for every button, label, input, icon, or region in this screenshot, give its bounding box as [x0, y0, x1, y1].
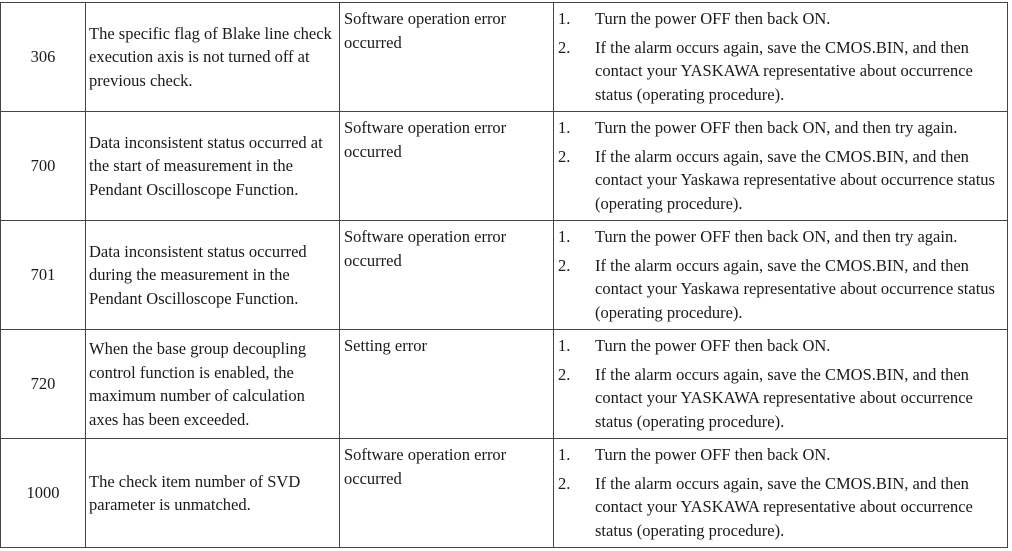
step-text: If the alarm occurs again, save the CMOS.BIN, and then contact your YASKAWA representative about occurrence status (operating procedure).	[595, 364, 973, 431]
step-text: Turn the power OFF then back ON.	[595, 445, 831, 464]
alarm-code: 701	[1, 221, 86, 330]
alarm-code: 1000	[1, 439, 86, 548]
step-number: 2.	[558, 473, 571, 493]
step-text: Turn the power OFF then back ON.	[595, 336, 831, 355]
alarm-cause: Software operation error occurred	[340, 439, 554, 548]
remedy-step	[558, 334, 1003, 358]
alarm-detail: The specific flag of Blake line check execution axis is not turned off at previous check.	[86, 3, 340, 112]
remedy-step	[558, 36, 1003, 107]
step-text: If the alarm occurs again, save the CMOS.BIN, and then contact your Yaskawa representative about occurrence status (operating procedure).	[595, 255, 995, 322]
step-text: Turn the power OFF then back ON, and then try again.	[595, 227, 958, 246]
step-number: 1.	[558, 336, 571, 355]
remedy-steps	[558, 7, 1003, 106]
alarm-detail: Data inconsistent status occurred at the start of measurement in the Pendant Oscilloscope Function.	[86, 112, 340, 221]
alarm-remedy	[554, 330, 1008, 439]
table-row	[1, 3, 1008, 112]
remedy-step	[558, 363, 1003, 434]
alarm-remedy	[554, 221, 1008, 330]
step-number: 2.	[558, 255, 571, 275]
remedy-step	[558, 145, 1003, 216]
remedy-step	[558, 254, 1003, 325]
alarm-remedy	[554, 439, 1008, 548]
alarm-remedy	[554, 112, 1008, 221]
alarm-remedy	[554, 3, 1008, 112]
remedy-step	[558, 443, 1003, 467]
step-number: 2.	[558, 37, 571, 57]
table-row	[1, 439, 1008, 548]
alarm-cause: Setting error	[340, 330, 554, 439]
table-row	[1, 112, 1008, 221]
step-number: 2.	[558, 146, 571, 166]
step-text: Turn the power OFF then back ON.	[595, 9, 831, 28]
alarm-cause: Software operation error occurred	[340, 3, 554, 112]
remedy-steps	[558, 334, 1003, 433]
alarm-detail: Data inconsistent status occurred during the measurement in the Pendant Oscilloscope Function.	[86, 221, 340, 330]
table-row	[1, 221, 1008, 330]
alarm-code: 306	[1, 3, 86, 112]
alarm-cause: Software operation error occurred	[340, 221, 554, 330]
step-number: 1.	[558, 118, 571, 137]
step-number: 2.	[558, 364, 571, 384]
alarm-detail: The check item number of SVD parameter is unmatched.	[86, 439, 340, 548]
remedy-steps	[558, 225, 1003, 324]
step-text: Turn the power OFF then back ON, and then try again.	[595, 118, 958, 137]
alarm-detail: When the base group decoupling control function is enabled, the maximum number of calculation axes has been exceeded.	[86, 330, 340, 439]
alarm-code: 720	[1, 330, 86, 439]
alarm-code: 700	[1, 112, 86, 221]
step-text: If the alarm occurs again, save the CMOS.BIN, and then contact your YASKAWA representative about occurrence status (operating procedure).	[595, 473, 973, 540]
alarm-cause: Software operation error occurred	[340, 112, 554, 221]
step-text: If the alarm occurs again, save the CMOS.BIN, and then contact your Yaskawa representative about occurrence status (operating procedure).	[595, 146, 995, 213]
remedy-step	[558, 7, 1003, 31]
remedy-step	[558, 225, 1003, 249]
step-text: If the alarm occurs again, save the CMOS.BIN, and then contact your YASKAWA representative about occurrence status (operating procedure).	[595, 37, 973, 104]
remedy-steps	[558, 443, 1003, 542]
remedy-step	[558, 116, 1003, 140]
remedy-steps	[558, 116, 1003, 215]
step-number: 1.	[558, 445, 571, 464]
alarm-table	[0, 2, 1008, 548]
step-number: 1.	[558, 227, 571, 246]
remedy-step	[558, 472, 1003, 543]
table-row	[1, 330, 1008, 439]
step-number: 1.	[558, 9, 571, 28]
